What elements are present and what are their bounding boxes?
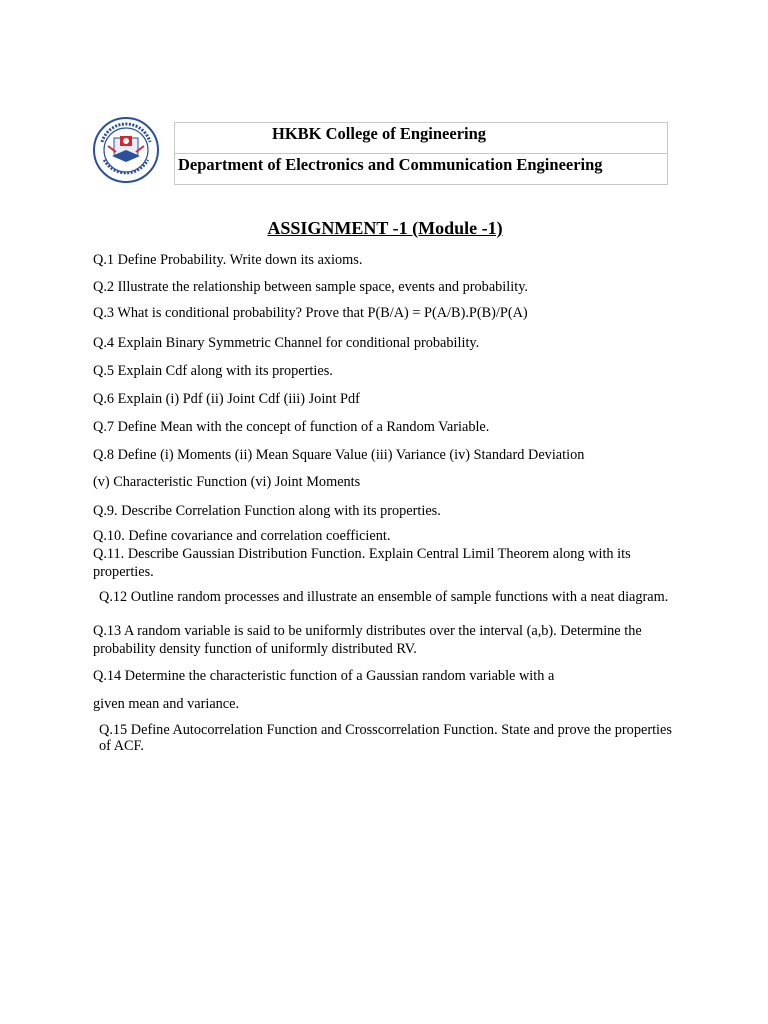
question-3: Q.3 What is conditional probability? Prove that P(B/A) = P(A/B).P(B)/P(A) <box>93 305 528 321</box>
question-9: Q.9. Describe Correlation Function along with its properties. <box>93 503 441 519</box>
question-15: Q.15 Define Autocorrelation Function and Crosscorrelation Function. State and prove the properties of ACF. <box>99 722 672 754</box>
question-1: Q.1 Define Probability. Write down its axioms. <box>93 252 363 268</box>
question-2: Q.2 Illustrate the relationship between sample space, events and probability. <box>93 279 528 295</box>
question-7: Q.7 Define Mean with the concept of function of a Random Variable. <box>93 419 490 435</box>
question-12: Q.12 Outline random processes and illustrate an ensemble of sample functions with a neat diagram. <box>99 589 669 605</box>
question-14: Q.14 Determine the characteristic function of a Gaussian random variable with a <box>93 668 555 684</box>
question-8-continued: (v) Characteristic Function (vi) Joint Moments <box>93 474 361 490</box>
college-name: HKBK College of Engineering <box>175 123 667 154</box>
assignment-title: ASSIGNMENT -1 (Module -1) <box>267 218 503 238</box>
question-4: Q.4 Explain Binary Symmetric Channel for conditional probability. <box>93 335 480 351</box>
question-5: Q.5 Explain Cdf along with its properties. <box>93 363 333 379</box>
college-crest-logo <box>92 116 160 184</box>
question-11: Q.11. Describe Gaussian Distribution Function. Explain Central Limil Theorem along with its properties. <box>93 546 631 580</box>
header-table <box>174 122 668 185</box>
question-6: Q.6 Explain (i) Pdf (ii) Joint Cdf (iii) Joint Pdf <box>93 391 360 407</box>
question-14-continued: given mean and variance. <box>93 696 240 712</box>
question-10: Q.10. Define covariance and correlation coefficient. <box>93 528 391 544</box>
question-13: Q.13 A random variable is said to be uniformly distributes over the interval (a,b). Determine the probability density function of uniformly distributed RV. <box>93 623 642 657</box>
question-8: Q.8 Define (i) Moments (ii) Mean Square Value (iii) Variance (iv) Standard Deviation <box>93 447 585 463</box>
department-name: Department of Electronics and Communication Engineering <box>178 155 603 174</box>
